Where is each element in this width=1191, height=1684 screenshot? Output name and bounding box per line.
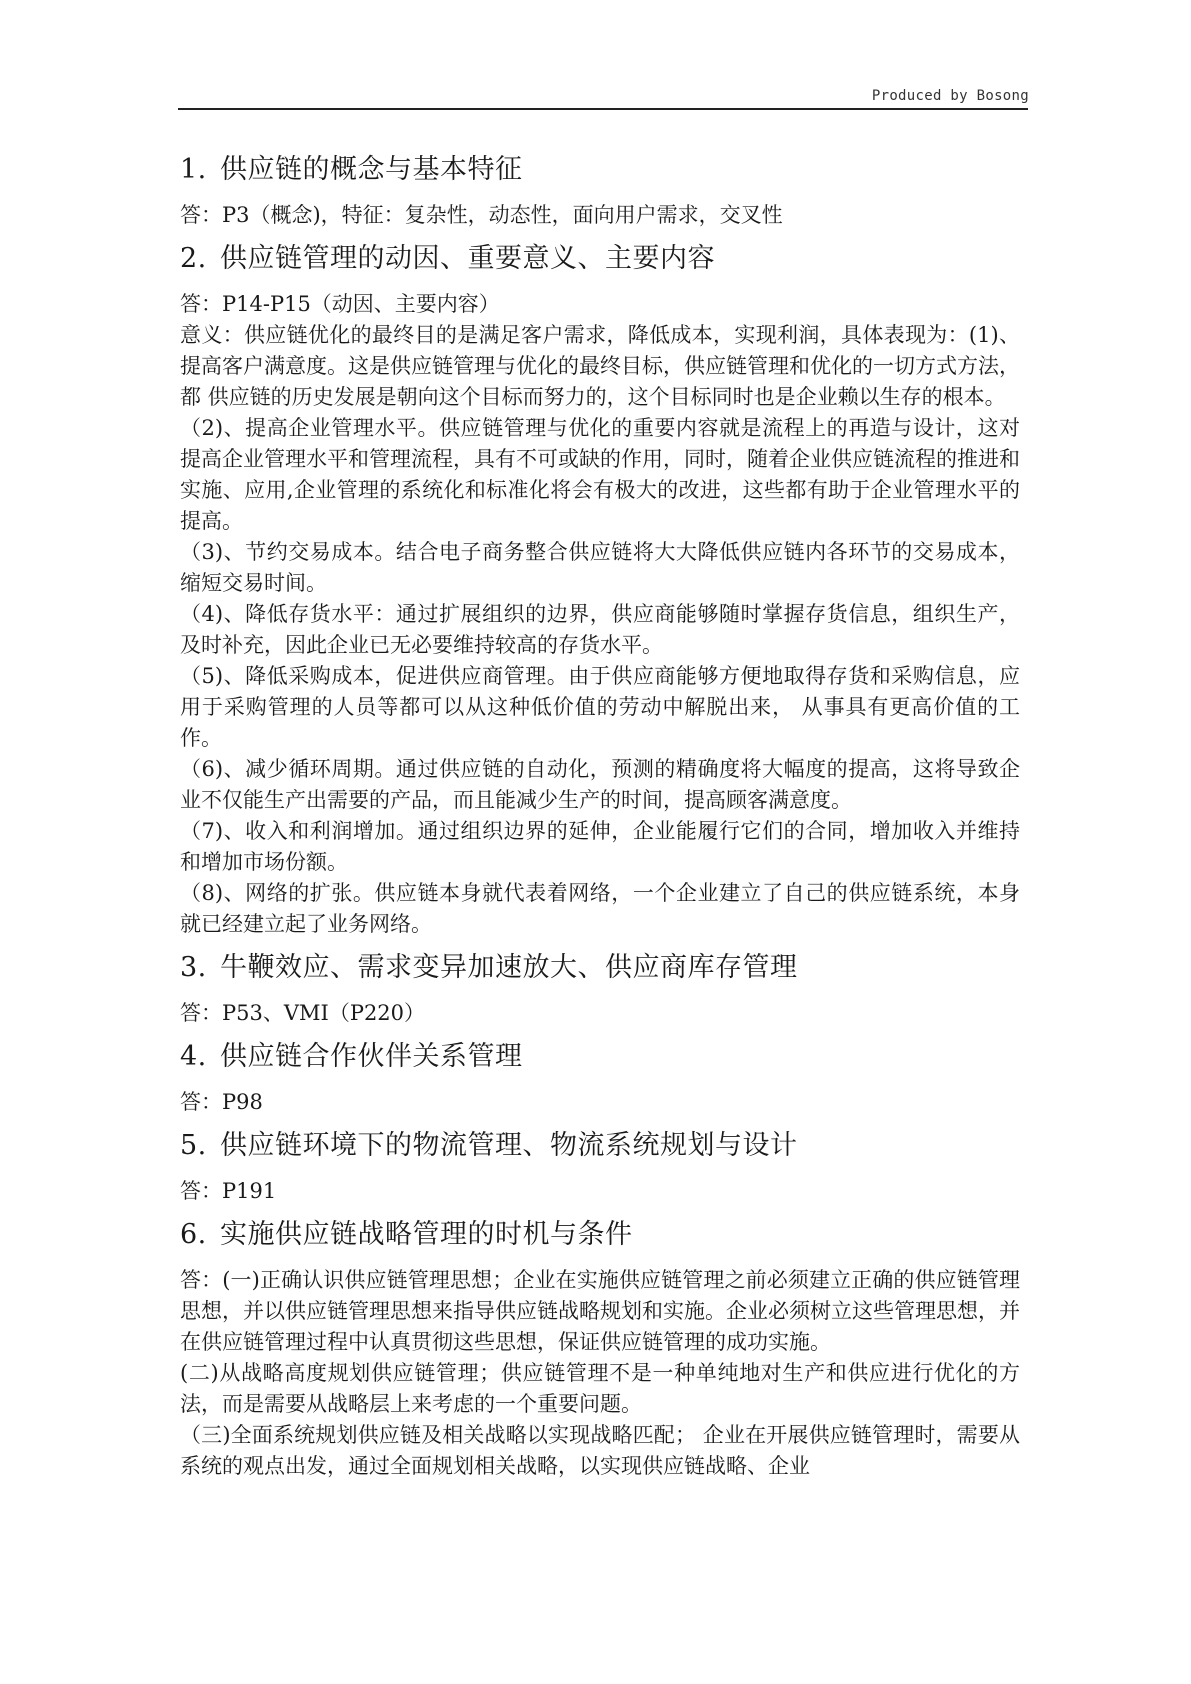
section-title: 供应链合作伙伴关系管理: [220, 1041, 523, 1072]
section-title: 牛鞭效应、需求变异加速放大、供应商库存管理: [220, 952, 798, 983]
section-number: 5.: [180, 1130, 207, 1161]
answer-paragraph: 答：P53、VMI（P220）: [180, 1001, 426, 1025]
section-heading: [180, 150, 1020, 190]
section-answer: [180, 1265, 1020, 1482]
section-number: 3.: [180, 952, 207, 983]
section-title: 供应链管理的动因、重要意义、主要内容: [220, 243, 715, 274]
section-number: 1.: [180, 154, 207, 185]
section-title: 实施供应链战略管理的时机与条件: [220, 1219, 633, 1250]
answer-paragraph: （2)、提高企业管理水平。供应链管理与优化的重要内容就是流程上的再造与设计，这对提高企业管理水平和管理流程，具有不可或缺的作用，同时，随着企业供应链流程的推进和实施、应用,企业管理的系统化和标准化将会有极大的改进，这些都有助于企业管理水平的提高。: [180, 416, 1020, 533]
section-heading: [180, 1037, 1020, 1077]
answer-paragraph: （8)、网络的扩张。供应链本身就代表着网络，一个企业建立了自己的供应链系统，本身 就已经建立起了业务网络。: [180, 881, 1020, 936]
page-header-text: Produced by Bosong: [871, 88, 1029, 104]
answer-paragraph: 答：(一)正确认识供应链管理思想；企业在实施供应链管理之前必须建立正确的供应链管理思想，并以供应链管理思想来指导供应链战略规划和实施。企业必须树立这些管理思想，并在供应链管理过程中认真贯彻这些思想，保证供应链管理的成功实施。: [180, 1268, 1020, 1354]
section-answer: [180, 200, 1020, 231]
answer-paragraph: （4)、降低存货水平：通过扩展组织的边界，供应商能够随时掌握存货信息，组织生产，及时补充，因此企业已无必要维持较高的存货水平。: [180, 602, 1020, 657]
answer-paragraph: 答：P14-P15（动因、主要内容）: [180, 292, 500, 316]
section-number: 2.: [180, 243, 207, 274]
answer-paragraph: （3)、节约交易成本。结合电子商务整合供应链将大大降低供应链内各环节的交易成本，缩短交易时间。: [180, 540, 1020, 595]
section-answer: [180, 1176, 1020, 1207]
answer-paragraph: 意义：供应链优化的最终目的是满足客户需求，降低成本，实现利润，具体表现为：(1)、提高客户满意度。这是供应链管理与优化的最终目标，供应链管理和优化的一切方式方法，都 供应链的历史发展是朝向这个目标而努力的，这个目标同时也是企业赖以生存的根本。: [180, 323, 1020, 409]
document-body: [180, 150, 1020, 1490]
section-number: 4.: [180, 1041, 207, 1072]
answer-paragraph: 答：P98: [180, 1090, 263, 1114]
section-answer: [180, 1087, 1020, 1118]
section-heading: [180, 239, 1020, 279]
section-answer: [180, 289, 1020, 940]
header-divider: [178, 108, 1028, 110]
answer-paragraph: （7)、收入和利润增加。通过组织边界的延伸，企业能履行它们的合同，增加收入并维持和增加市场份额。: [180, 819, 1020, 874]
answer-paragraph: （三)全面系统规划供应链及相关战略以实现战略匹配； 企业在开展供应链管理时，需要从系统的观点出发，通过全面规划相关战略，以实现供应链战略、企业: [180, 1423, 1020, 1478]
answer-paragraph: (二)从战略高度规划供应链管理；供应链管理不是一种单纯地对生产和供应进行优化的方法，而是需要从战略层上来考虑的一个重要问题。: [180, 1361, 1020, 1416]
section-title: 供应链环境下的物流管理、物流系统规划与设计: [220, 1130, 798, 1161]
section-heading: [180, 1215, 1020, 1255]
section-number: 6.: [180, 1219, 207, 1250]
section-title: 供应链的概念与基本特征: [220, 154, 523, 185]
section-heading: [180, 1126, 1020, 1166]
section-answer: [180, 998, 1020, 1029]
answer-paragraph: 答：P191: [180, 1179, 277, 1203]
answer-paragraph: 答：P3（概念)，特征：复杂性，动态性，面向用户需求，交叉性: [180, 203, 783, 227]
section-heading: [180, 948, 1020, 988]
answer-paragraph: （6)、减少循环周期。通过供应链的自动化，预测的精确度将大幅度的提高，这将导致企业不仅能生产出需要的产品，而且能减少生产的时间，提高顾客满意度。: [180, 757, 1020, 812]
answer-paragraph: （5)、降低采购成本，促进供应商管理。由于供应商能够方便地取得存货和采购信息，应用于采购管理的人员等都可以从这种低价值的劳动中解脱出来， 从事具有更高价值的工作。: [180, 664, 1020, 750]
